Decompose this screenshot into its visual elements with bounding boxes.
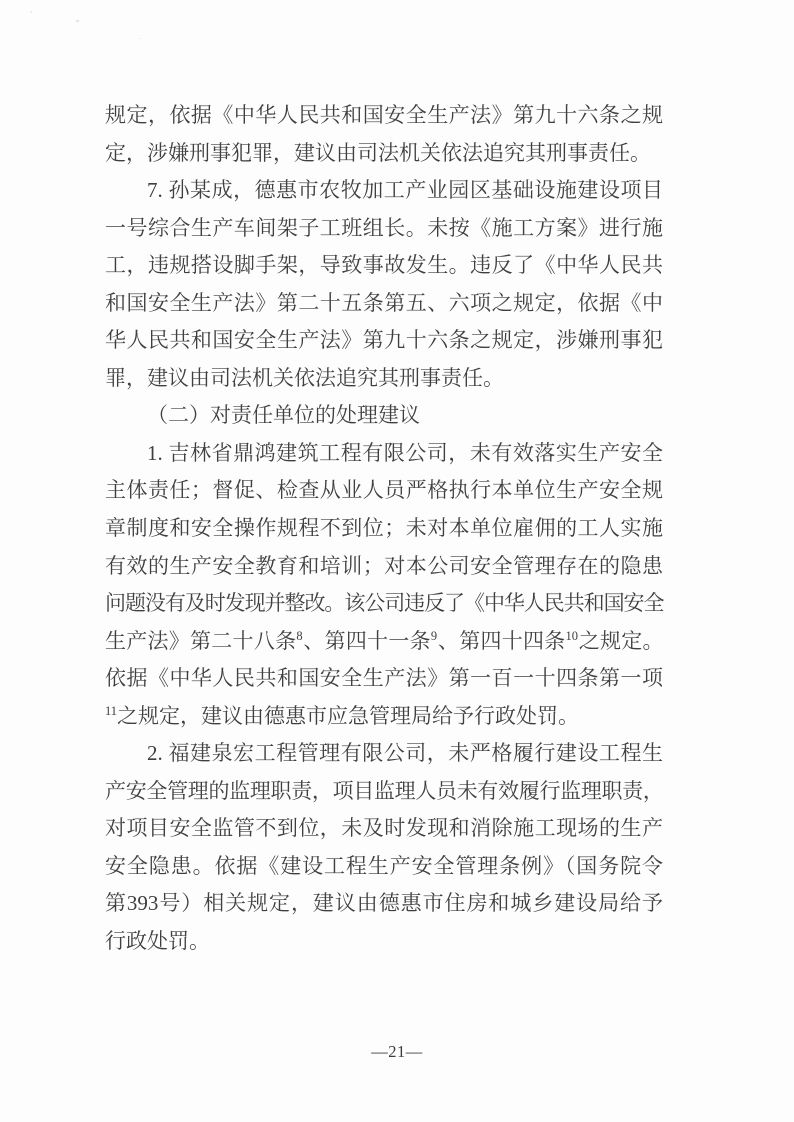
- text-run: 规定，依据《中华人民共和国安全生产法》第九十六条之规: [105, 103, 663, 127]
- text-run: 产安全管理的监理职责，项目监理人员未有效履行监理职责，: [105, 778, 663, 803]
- text-line: [105, 660, 663, 698]
- text-line: [105, 135, 663, 173]
- scan-artifact: [30, 11, 32, 13]
- text-run: 7. 孙某成，德惠市农牧加工产业园区基础设施建设项目: [147, 178, 663, 203]
- text-line: [105, 923, 663, 961]
- footnote-ref: 11: [105, 703, 118, 718]
- text-run: 华人民共和国安全生产法》第九十六条之规定，涉嫌刑事犯: [105, 328, 663, 353]
- text-run: 有效的生产安全教育和培训；对本公司安全管理存在的隐患: [105, 553, 663, 578]
- text-run: 1. 吉林省鼎鸿建筑工程有限公司，未有效落实生产安全: [147, 440, 663, 465]
- text-line: [105, 322, 663, 360]
- text-run: 一号综合生产车间架子工班组长。未按《施工方案》进行施: [105, 215, 663, 240]
- text-line: [105, 548, 663, 586]
- text-line: [105, 735, 663, 773]
- footnote-ref: 10: [565, 628, 578, 643]
- text-line: [105, 172, 663, 210]
- text-line: [105, 885, 663, 923]
- text-line: [105, 810, 663, 848]
- document-body: [105, 97, 663, 961]
- text-run: 章制度和安全操作规程不到位；未对本单位雇佣的工人实施: [105, 516, 663, 541]
- footnote-ref: 8: [296, 628, 303, 643]
- text-line: [105, 285, 663, 323]
- text-run: 生产法》第二十八条: [105, 628, 297, 653]
- text-run: 和国安全生产法》第二十五条第五、六项之规定，依据《中: [105, 290, 663, 315]
- text-line: [105, 360, 663, 398]
- text-line: [105, 435, 663, 473]
- text-line: [105, 848, 663, 886]
- text-run: 、第四十四条: [437, 628, 566, 653]
- text-line: [105, 698, 663, 736]
- text-run: 对项目安全监管不到位，未及时发现和消除施工现场的生产: [105, 816, 663, 841]
- text-line: [105, 773, 663, 811]
- text-line: [105, 510, 663, 548]
- text-run: 依据《中华人民共和国安全生产法》第一百一十四条第一项: [105, 666, 663, 691]
- text-run: 问题没有及时发现并整改。该公司违反了《中华人民共和国安全: [105, 591, 663, 616]
- text-run: 定，涉嫌刑事犯罪，建议由司法机关依法追究其刑事责任。: [105, 140, 651, 165]
- text-run: 主体责任；督促、检查从业人员严格执行本单位生产安全规: [105, 478, 663, 503]
- footnote-ref: 9: [430, 628, 438, 643]
- text-run: 2. 福建泉宏工程管理有限公司，未严格履行建设工程生: [147, 741, 663, 766]
- text-line: [105, 472, 663, 510]
- text-line: [105, 97, 663, 135]
- text-run: 行政处罚。: [105, 929, 210, 954]
- text-run: 之规定，建议由德惠市应急管理局给予行政处罚。: [117, 703, 580, 728]
- text-run: 罪，建议由司法机关依法追究其刑事责任。: [105, 365, 504, 390]
- text-line: [105, 623, 663, 661]
- text-line: [105, 585, 663, 623]
- text-run: （二）对责任单位的处理建议: [147, 403, 420, 428]
- scan-artifact: [139, 38, 141, 39]
- page-number: —21—: [371, 1042, 423, 1061]
- text-line: [105, 210, 663, 248]
- scan-artifact: [76, 20, 79, 22]
- text-run: 、第四十一条: [302, 628, 431, 653]
- text-line: [105, 247, 663, 285]
- text-run: 之规定。: [578, 628, 664, 653]
- text-run: 工，违规搭设脚手架，导致事故发生。违反了《中华人民共: [105, 253, 663, 278]
- text-line: [105, 397, 663, 435]
- text-run: 安全隐患。依据《建设工程生产安全管理条例》（国务院令: [105, 853, 663, 878]
- text-run: 第393号）相关规定，建议由德惠市住房和城乡建设局给予: [105, 891, 663, 916]
